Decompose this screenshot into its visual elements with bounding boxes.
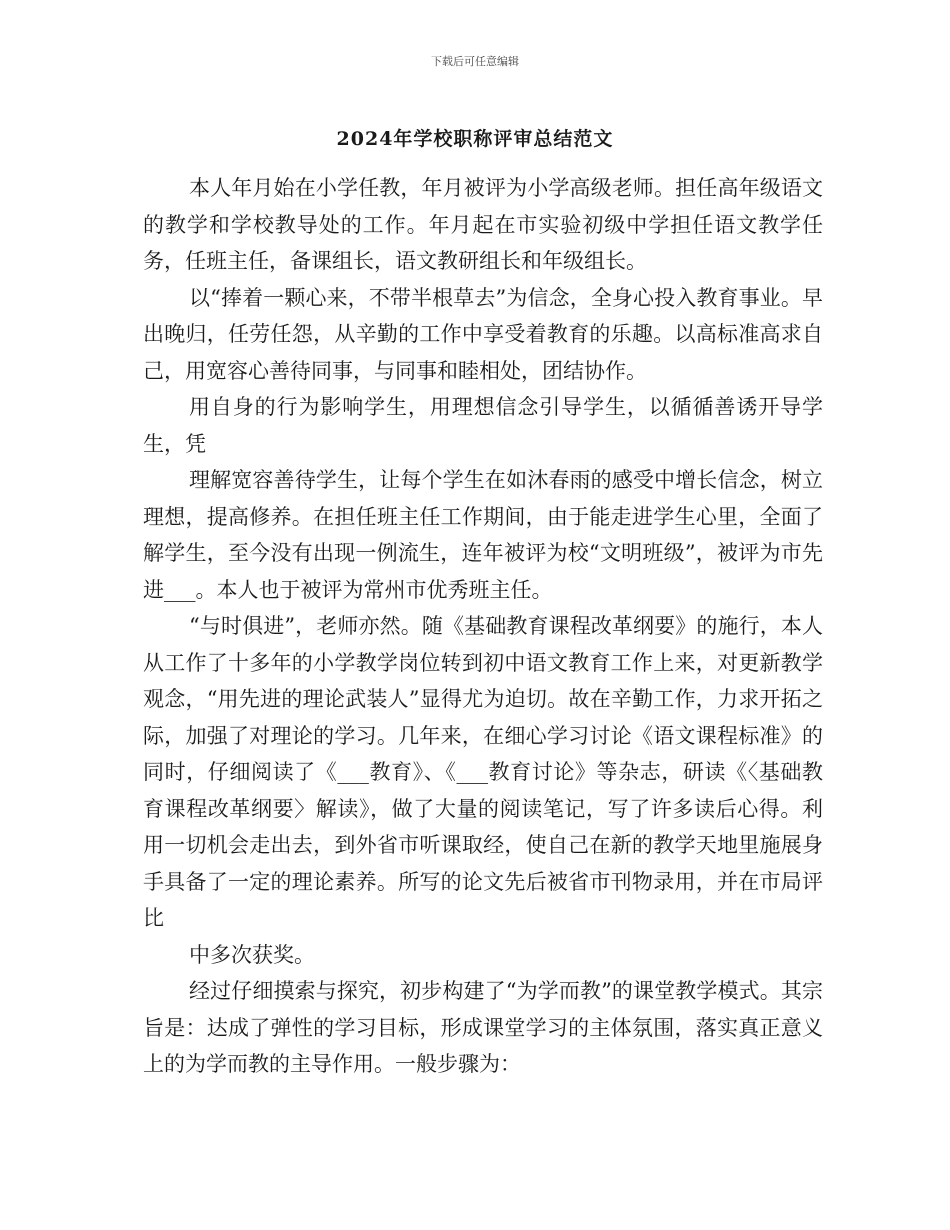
paragraph: “与时俱进”，老师亦然。随《基础教育课程改革纲要》的施行，本人从工作了十多年的小学教学岗位转到初中语文教育工作上来，对更新教学观念，“用先进的理论武装人”显得尤为迫切。故在辛勤工作，力求开拓之际，加强了对理论的学习。几年来，在细心学习讨论《语文课程标准》的同时，仔细阅读了《___教育》、《___教育讨论》等杂志，研读《〈基础教育课程改革纲要〉解读》，做了大量的阅读笔记，写了许多读后心得。利用一切机会走出去，到外省市听课取经，使自己在新的教学天地里施展身手具备了一定的理论素养。所写的论文先后被省市刊物录用，并在市局评比 (143, 614, 823, 930)
paragraph: 用自身的行为影响学生，用理想信念引导学生，以循循善诱开导学生，凭 (143, 395, 823, 456)
document-title: 2024年学校职称评审总结范文 (336, 128, 614, 150)
paragraph: 中多次获奖。 (189, 942, 315, 967)
paragraph: 本人年月始在小学任教，年月被评为小学高级老师。担任高年级语文的教学和学校教导处的工作。年月起在市实验初级中学担任语文教学任务，任班主任，备课组长，语文教研组长和年级组长。 (143, 176, 823, 273)
paragraph: 经过仔细摸索与探究，初步构建了“为学而教”的课堂教学模式。其宗旨是：达成了弹性的学习目标，形成课堂学习的主体氛围，落实真正意义上的为学而教的主导作用。一般步骤为： (143, 979, 823, 1076)
paragraph: 以“捧着一颗心来，不带半根草去”为信念，全身心投入教育事业。早出晚归，任劳任怨，从辛勤的工作中享受着教育的乐趣。以高标准高求自己，用宽容心善待同事，与同事和睦相处，团结协作。 (143, 285, 823, 383)
header-note: 下载后可任意编辑 (431, 55, 519, 68)
paragraph: 理解宽容善待学生，让每个学生在如沐春雨的感受中增长信念，树立理想，提高修养。在担任班主任工作期间，由于能走进学生心里，全面了解学生，至今没有出现一例流生，连年被评为校“文明班级”，被评为市先进___。本人也于被评为常州市优秀班主任。 (143, 468, 823, 602)
document-body (143, 170, 823, 1083)
